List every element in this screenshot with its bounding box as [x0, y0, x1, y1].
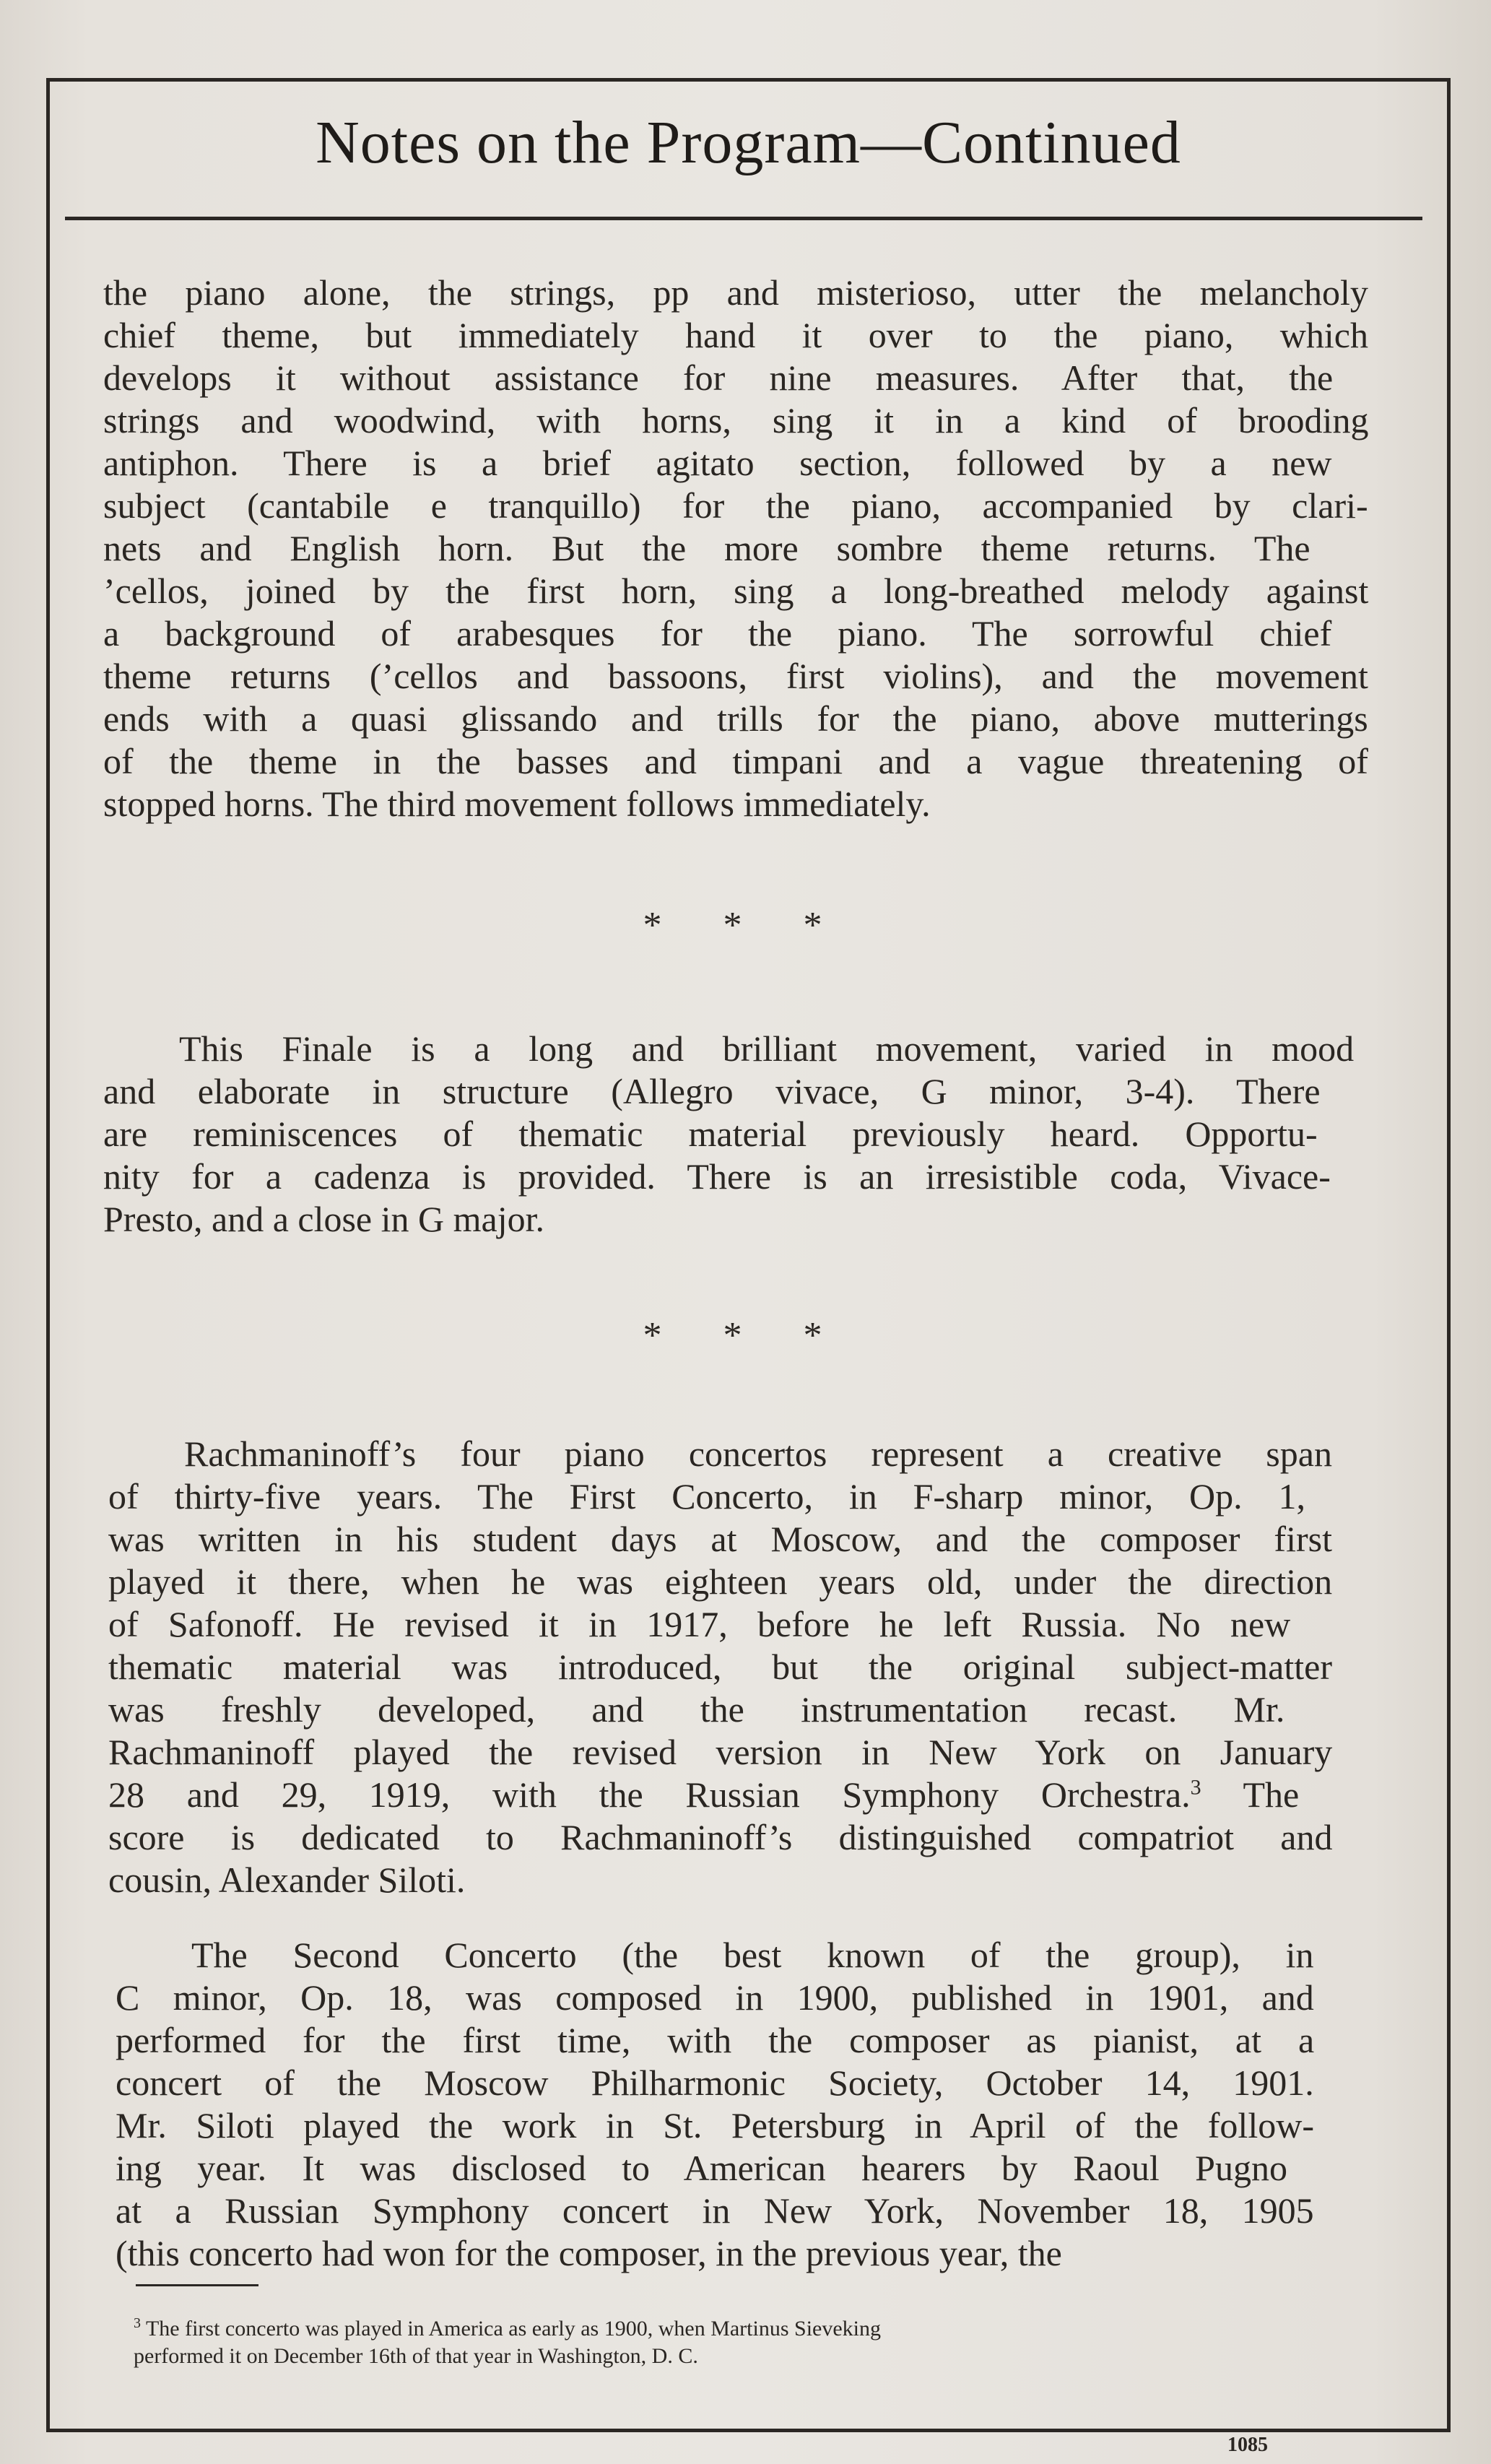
text-line: at a Russian Symphony concert in New York, November 18, 1905: [116, 2190, 1314, 2231]
text-line: stopped horns. The third movement follows immediately.: [103, 784, 931, 824]
text-line: nets and English horn. But the more sombre theme returns. The: [103, 528, 1310, 568]
text-line: (this concerto had won for the composer, in the previous year, the: [116, 2233, 1062, 2273]
text-line: This Finale is a long and brilliant movement, varied in mood: [179, 1028, 1355, 1069]
text-line: of thirty-five years. The First Concerto, in F-sharp minor, Op. 1,: [108, 1476, 1305, 1517]
footnote-reference: 3: [1190, 1775, 1201, 1800]
text-line: antiphon. There is a brief agitato section, followed by a new: [103, 443, 1332, 483]
text-line: of Safonoff. He revised it in 1917, before he left Russia. No new: [108, 1604, 1291, 1644]
text-line: Rachmaninoff’s four piano concertos represent a creative span: [184, 1433, 1332, 1474]
text-line: 28 and 29, 1919, with the Russian Symphony Orchestra.$^3$ The: [108, 1774, 1300, 1815]
text-line: subject (cantabile e tranquillo) for the piano, accompanied by clari-: [103, 485, 1368, 526]
text-line: cousin, Alexander Siloti.: [108, 1860, 466, 1900]
text-line: was freshly developed, and the instrumentation recast. Mr.: [108, 1689, 1285, 1730]
text-line: played it there, when he was eighteen years old, under the direction: [108, 1561, 1333, 1602]
footnote-mark: 3: [134, 2315, 141, 2331]
paragraph-second-movement: [103, 272, 1368, 825]
text-line: score is dedicated to Rachmaninoff’s distinguished compatriot and: [108, 1817, 1333, 1857]
footnote: [134, 2315, 1289, 2370]
title-rule: [65, 217, 1422, 220]
text-line: was written in his student days at Moscow, and the composer first: [108, 1519, 1332, 1559]
text-line: of the theme in the basses and timpani and a vague threatening of: [103, 741, 1368, 781]
text-line: and elaborate in structure (Allegro vivace, G minor, 3-4). There: [103, 1071, 1321, 1111]
paragraph-finale: [103, 1028, 1354, 1241]
text-line: strings and woodwind, with horns, sing it in a kind of brooding: [103, 400, 1369, 441]
text-fragment: The: [1201, 1774, 1300, 1815]
text-line: ’cellos, joined by the first horn, sing a long-breathed melody against: [103, 571, 1369, 611]
text-line: The Second Concerto (the best known of the group), in: [191, 1935, 1314, 1975]
text-line: a background of arabesques for the piano. The sorrowful chief: [103, 613, 1332, 654]
text-line: are reminiscences of thematic material previously heard. Opportu-: [103, 1114, 1318, 1154]
page-title: Notes on the Program—Continued: [316, 109, 1181, 176]
footnote-line: The first concerto was played in America as early as 1900, when Martinus Sieveking: [145, 2317, 882, 2341]
text-line: develops it without assistance for nine measures. After that, the: [103, 357, 1334, 398]
text-line: thematic material was introduced, but the original subject-matter: [108, 1647, 1332, 1687]
text-line: performed for the first time, with the composer as pianist, at a: [116, 2020, 1315, 2060]
paragraph-four-concertos: [108, 1433, 1332, 1901]
text-line: chief theme, but immediately hand it over to the piano, which: [103, 315, 1368, 355]
text-line: nity for a cadenza is provided. There is an irresistible coda, Vivace-: [103, 1156, 1331, 1197]
text-line: the piano alone, the strings, pp and misterioso, utter the melancholy: [103, 272, 1368, 313]
footnote-rule: [136, 2284, 258, 2286]
section-separator: * * *: [643, 905, 848, 946]
page-number: 1085: [1227, 2434, 1268, 2456]
text-line: Mr. Siloti played the work in St. Petersburg in April of the follow-: [116, 2105, 1314, 2146]
text-line: C minor, Op. 18, was composed in 1900, published in 1901, and: [116, 1977, 1314, 2018]
text-line: concert of the Moscow Philharmonic Society, October 14, 1901.: [116, 2062, 1314, 2103]
section-separator: * * *: [643, 1315, 848, 1356]
text-line: theme returns (’cellos and bassoons, first violins), and the movement: [103, 656, 1368, 696]
text-line: Rachmaninoff played the revised version in New York on January: [108, 1732, 1333, 1772]
text-line: ing year. It was disclosed to American hearers by Raoul Pugno: [116, 2148, 1287, 2188]
paragraph-second-concerto: [116, 1934, 1314, 2275]
text-line: Presto, and a close in G major.: [103, 1199, 544, 1239]
footnote-line: performed it on December 16th of that year in Washington, D. C.: [134, 2344, 698, 2368]
text-line: ends with a quasi glissando and trills for the piano, above mutterings: [103, 698, 1368, 739]
